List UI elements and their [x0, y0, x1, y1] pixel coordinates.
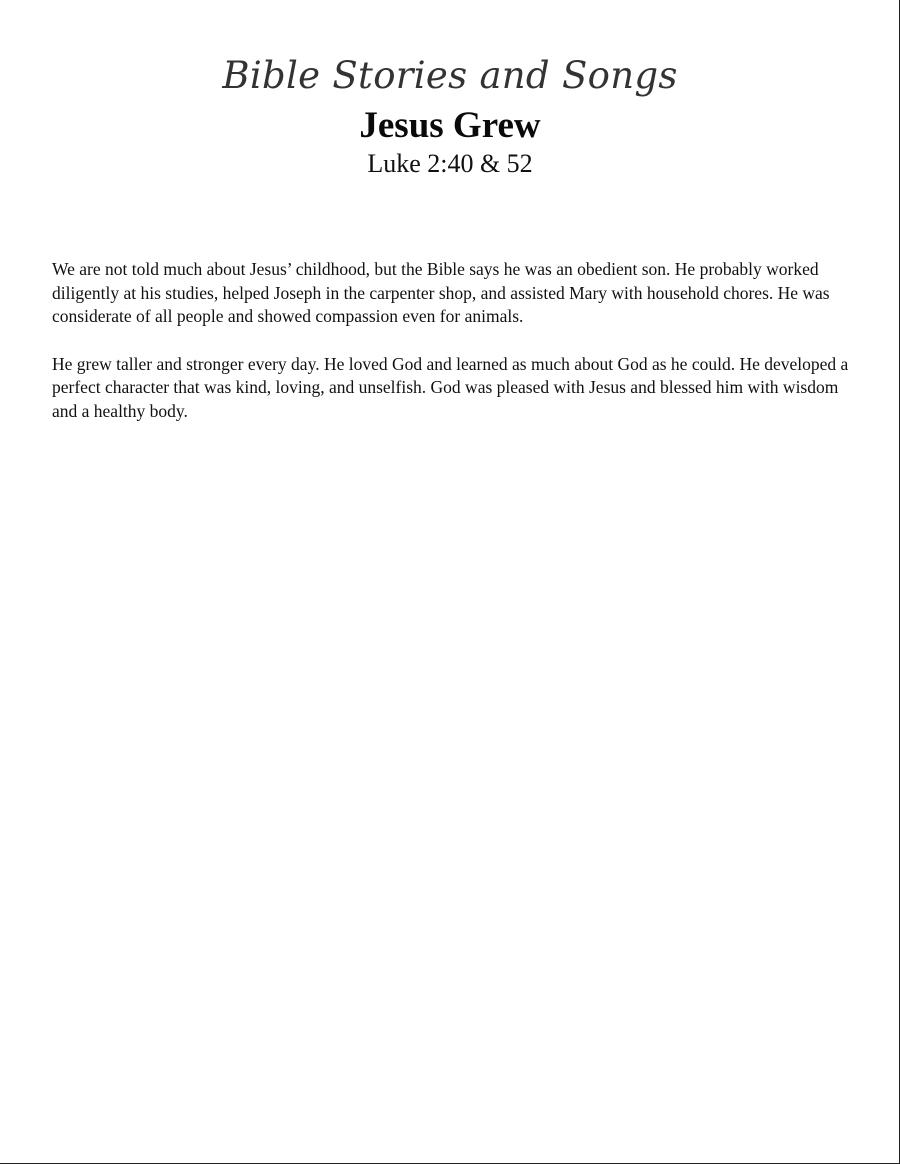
story-body [52, 258, 852, 448]
story-title: Jesus Grew [359, 105, 541, 146]
scripture-reference: Luke 2:40 & 52 [367, 149, 533, 178]
page-header [0, 52, 900, 179]
story-paragraph: He grew taller and stronger every day. He loved God and learned as much about God as he could. He developed a perfect character that was kind, loving, and unselfish. God was pleased with Jesus and blessed him with wisdom and a healthy body. [52, 353, 849, 421]
series-title: Bible Stories and Songs [222, 54, 678, 97]
story-paragraph: We are not told much about Jesus’ childhood, but the Bible says he was an obedient son. He probably worked diligently at his studies, helped Joseph in the carpenter shop, and assisted Mary with household chores. He was considerate of all people and showed compassion even for animals. [52, 259, 830, 327]
